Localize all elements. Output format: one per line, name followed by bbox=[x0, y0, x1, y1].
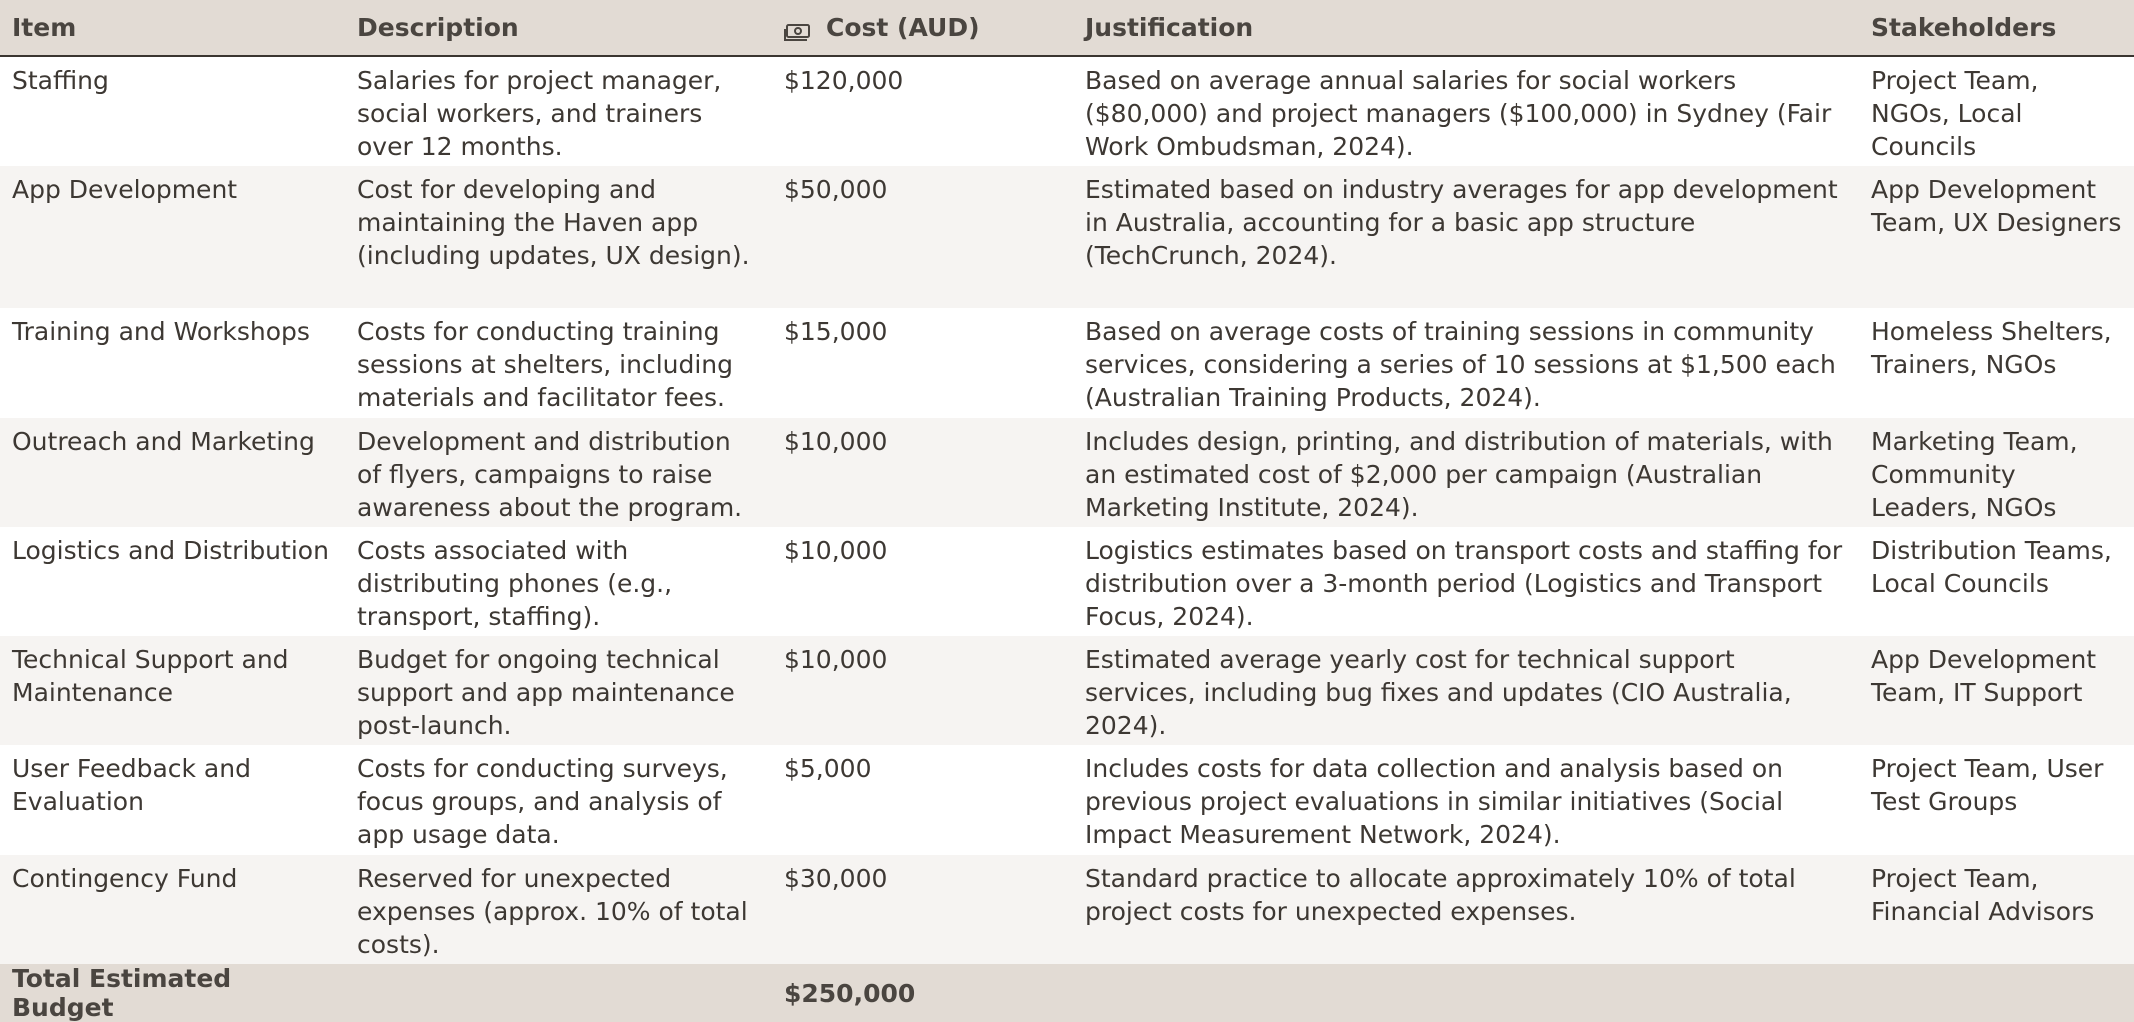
cell-description: Reserved for unexpected expenses (approx. 10% of total costs). bbox=[357, 864, 748, 959]
cell-stakeholders: Homeless Shelters, Trainers, NGOs bbox=[1871, 317, 2112, 379]
cell-cost: $50,000 bbox=[784, 175, 888, 204]
cell-stakeholders: Distribution Teams, Local Councils bbox=[1871, 536, 2112, 598]
cell-stakeholders: Project Team, NGOs, Local Councils bbox=[1871, 66, 2039, 161]
cell-cost: $30,000 bbox=[784, 864, 888, 893]
total-empty-stakeholders bbox=[1859, 964, 2134, 1022]
cell-justification: Logistics estimates based on transport costs and staffing for distribution over a 3-month period (Logistics and Transport Focus, 2024). bbox=[1085, 536, 1843, 631]
header-cost bbox=[772, 0, 1073, 56]
cell-description: Costs for conducting training sessions at shelters, including materials and facilitator fees. bbox=[357, 317, 734, 412]
table-body bbox=[0, 56, 2134, 964]
cell-description: Development and distribution of flyers, campaigns to raise awareness about the program. bbox=[357, 427, 743, 522]
header-row bbox=[0, 0, 2134, 56]
total-empty-justification bbox=[1073, 964, 1859, 1022]
cell-item: User Feedback and Evaluation bbox=[12, 754, 251, 816]
total-row bbox=[0, 964, 2134, 1022]
header-stakeholders: Stakeholders bbox=[1859, 0, 2134, 56]
header-justification: Justification bbox=[1073, 0, 1859, 56]
table-header bbox=[0, 0, 2134, 56]
cell-item: Staffing bbox=[12, 66, 109, 95]
cell-stakeholders: Project Team, User Test Groups bbox=[1871, 754, 2104, 816]
cell-justification: Includes costs for data collection and analysis based on previous project evaluations in similar initiatives (Social Impact Measurement Network, 2024). bbox=[1085, 754, 1784, 849]
table-footer bbox=[0, 964, 2134, 1022]
table-row bbox=[0, 166, 2134, 308]
cell-cost: $120,000 bbox=[784, 66, 904, 95]
table-row bbox=[0, 308, 2134, 418]
cell-item: Logistics and Distribution bbox=[12, 536, 329, 565]
cell-cost: $10,000 bbox=[784, 645, 888, 674]
cell-item: App Development bbox=[12, 175, 238, 204]
cell-item: Training and Workshops bbox=[12, 317, 310, 346]
cell-stakeholders: Project Team, Financial Advisors bbox=[1871, 864, 2095, 926]
table-row bbox=[0, 56, 2134, 166]
money-icon bbox=[784, 19, 812, 37]
cell-description: Costs associated with distributing phones (e.g., transport, staffing). bbox=[357, 536, 673, 631]
header-description: Description bbox=[345, 0, 772, 56]
cell-cost: $10,000 bbox=[784, 427, 888, 456]
cell-description: Cost for developing and maintaining the Haven app (including updates, UX design). bbox=[357, 175, 750, 270]
cell-justification: Estimated average yearly cost for technical support services, including bug fixes and updates (CIO Australia, 2024). bbox=[1085, 645, 1792, 740]
table-row bbox=[0, 418, 2134, 527]
cell-justification: Based on average costs of training sessions in community services, considering a series of 10 sessions at $1,500 each (Australian Training Products, 2024). bbox=[1085, 317, 1836, 412]
cell-cost: $10,000 bbox=[784, 536, 888, 565]
cell-item: Technical Support and Maintenance bbox=[12, 645, 289, 707]
cell-description: Budget for ongoing technical support and app maintenance post-launch. bbox=[357, 645, 735, 740]
table-row bbox=[0, 745, 2134, 855]
cell-justification: Standard practice to allocate approximately 10% of total project costs for unexpected expenses. bbox=[1085, 864, 1796, 926]
table-row bbox=[0, 527, 2134, 636]
cell-stakeholders: App Development Team, UX Designers bbox=[1871, 175, 2122, 237]
total-cost: $250,000 bbox=[784, 978, 916, 1008]
total-label: Total Estimated Budget bbox=[12, 964, 232, 1022]
cell-justification: Based on average annual salaries for social workers ($80,000) and project managers ($100,000) in Sydney (Fair Work Ombudsman, 2024). bbox=[1085, 66, 1832, 161]
cell-item: Contingency Fund bbox=[12, 864, 238, 893]
cell-description: Costs for conducting surveys, focus groups, and analysis of app usage data. bbox=[357, 754, 728, 849]
table-row bbox=[0, 855, 2134, 964]
total-empty-description bbox=[345, 964, 772, 1022]
header-cost-label: Cost (AUD) bbox=[826, 13, 980, 42]
cell-stakeholders: Marketing Team, Community Leaders, NGOs bbox=[1871, 427, 2078, 522]
cell-item: Outreach and Marketing bbox=[12, 427, 315, 456]
table-row bbox=[0, 636, 2134, 745]
cell-stakeholders: App Development Team, IT Support bbox=[1871, 645, 2097, 707]
cell-description: Salaries for project manager, social workers, and trainers over 12 months. bbox=[357, 66, 722, 161]
header-item: Item bbox=[0, 0, 345, 56]
cell-justification: Includes design, printing, and distribution of materials, with an estimated cost of $2,000 per campaign (Australian Marketing Institute, 2024). bbox=[1085, 427, 1833, 522]
cell-justification: Estimated based on industry averages for app development in Australia, accounting for a basic app structure (TechCrunch, 2024). bbox=[1085, 175, 1838, 270]
cell-cost: $15,000 bbox=[784, 317, 888, 346]
cell-cost: $5,000 bbox=[784, 754, 872, 783]
